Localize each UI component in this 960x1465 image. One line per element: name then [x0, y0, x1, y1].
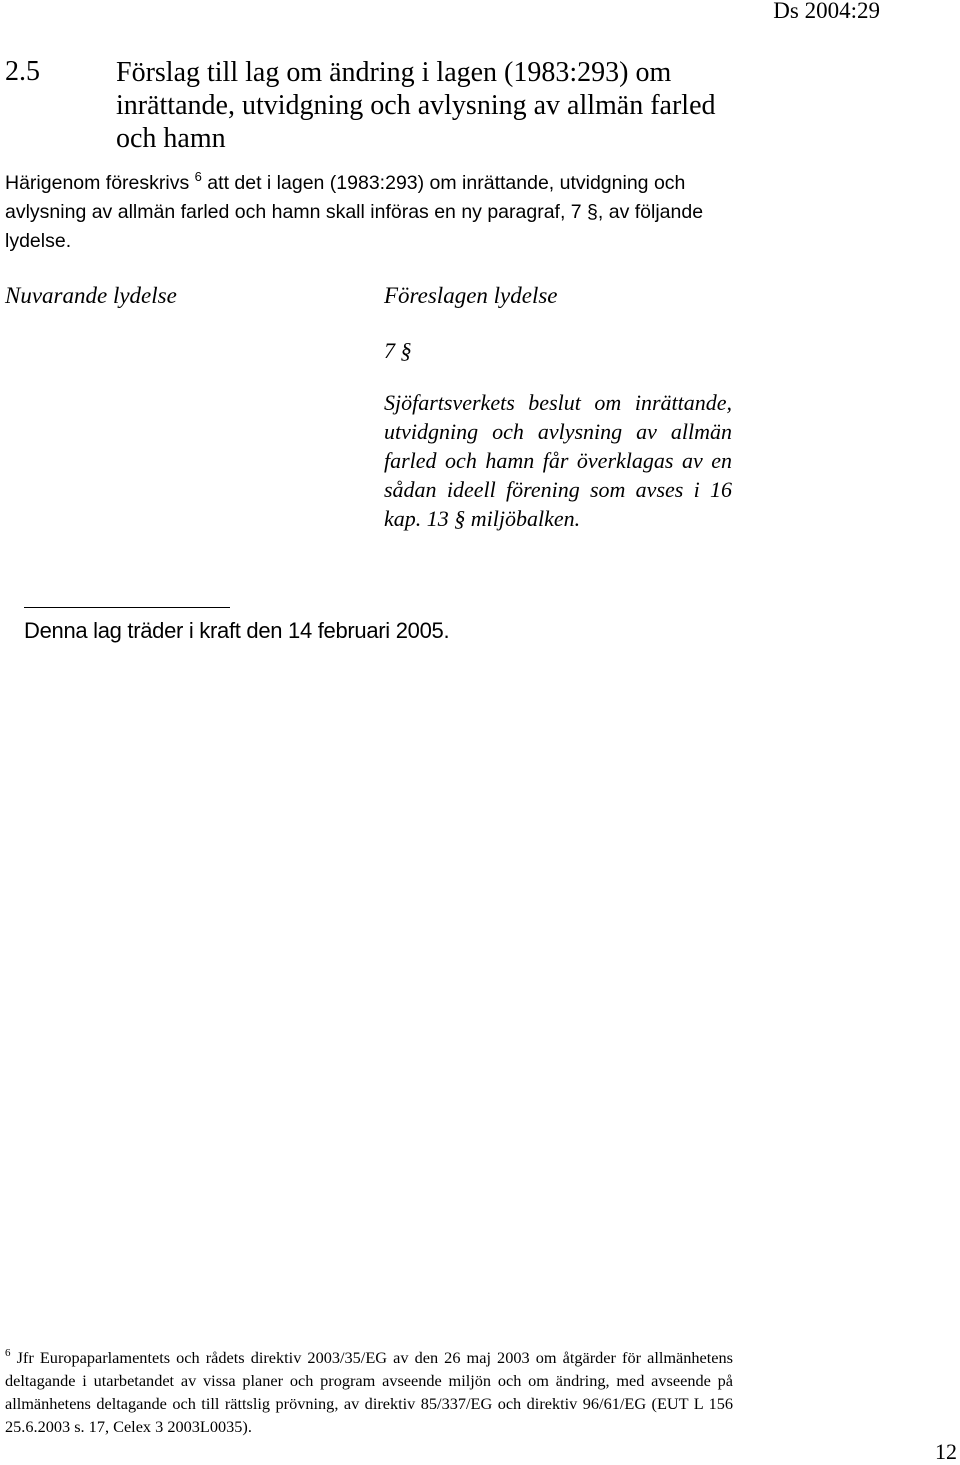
- section-number: 2.5: [5, 56, 40, 87]
- divider-line: [24, 607, 230, 608]
- paragraph-number: 7 §: [384, 338, 412, 363]
- footnote-reference[interactable]: 6: [194, 169, 202, 184]
- effective-date-statement: Denna lag träder i kraft den 14 februari 2005.: [24, 618, 450, 643]
- proposed-text: Sjöfartsverkets beslut om inrättande, utvidgning och avlysning av allmän farled och hamn får överklagas av en sådan ideell förening som avses i 16 kap. 13 § miljöbalken.: [384, 390, 732, 531]
- section-title: Förslag till lag om ändring i lagen (1983:293) om inrättande, utvidgning och avlysning av allmän farled och hamn: [116, 57, 716, 154]
- footnote-text: Jfr Europaparlamentets och rådets direktiv 2003/35/EG av den 26 maj 2003 om åtgärder för allmänhetens deltagande i utarbetandet av vissa planer och program avseende miljön och om ändring, med avseende på allmänhetens deltagande och till rättslig prövning, av direktiv 85/337/EG och direktiv 96/61/EG (EUT L 156 25.6.2003 s. 17, Celex 3 2003L0035).: [5, 1348, 733, 1436]
- footnote-number: 6: [5, 1347, 11, 1359]
- current-wording-heading: Nuvarande lydelse: [5, 283, 177, 308]
- intro-text-end: att det i lagen (1983:293) om inrättande, utvidgning och avlysning av allmän farled och hamn skall införas en ny paragraf, 7 §, av följande lydelse.: [5, 172, 704, 252]
- intro-text-start: Härigenom föreskrivs: [5, 172, 190, 194]
- page-number: 12: [935, 1439, 957, 1464]
- document-reference: Ds 2004:29: [773, 0, 880, 23]
- intro-paragraph: [5, 169, 733, 256]
- footnote: [5, 1346, 733, 1438]
- proposed-wording-heading: Föreslagen lydelse: [384, 283, 558, 308]
